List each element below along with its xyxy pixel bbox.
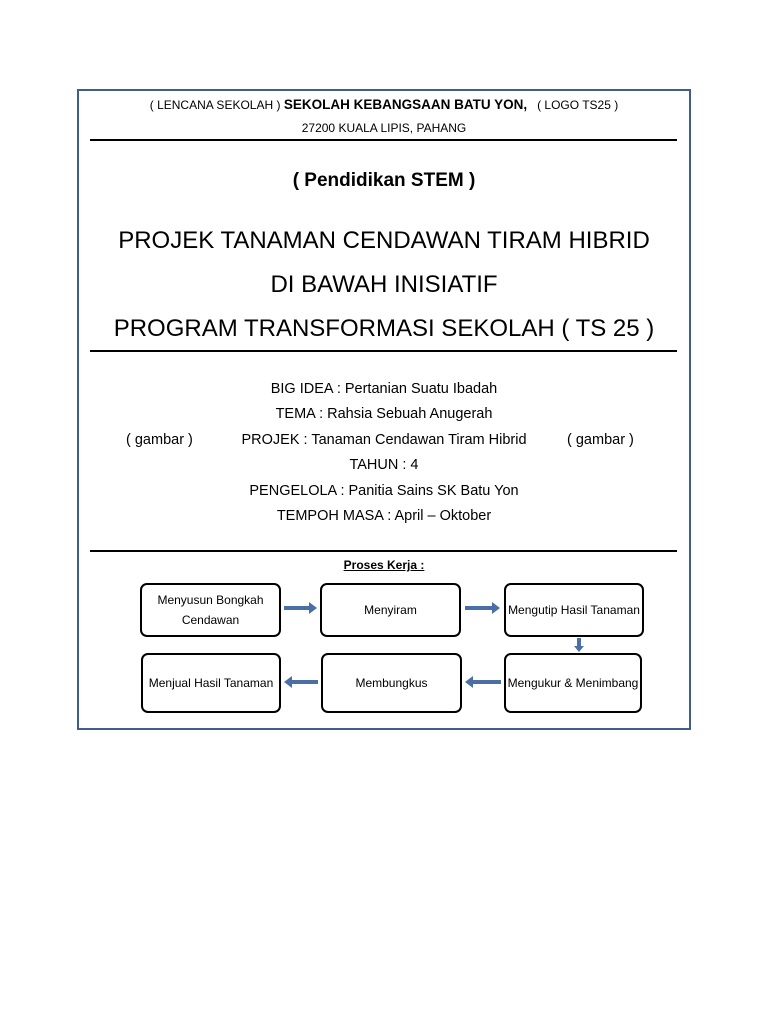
arrow-shaft-4 bbox=[291, 680, 318, 684]
logo-placeholder: ( LOGO TS25 ) bbox=[537, 98, 619, 112]
divider-top bbox=[90, 139, 677, 141]
projek: PROJEK : Tanaman Cendawan Tiram Hibrid bbox=[241, 432, 527, 448]
school-badge-placeholder: ( LENCANA SEKOLAH ) bbox=[149, 98, 281, 112]
image-placeholder-left: ( gambar ) bbox=[126, 432, 193, 448]
school-name: SEKOLAH KEBANGSAAN BATU YON, bbox=[283, 97, 528, 112]
arrow-right-icon bbox=[309, 602, 317, 614]
tahun: TAHUN : 4 bbox=[349, 457, 419, 473]
step-label: Membungkus bbox=[355, 676, 428, 690]
step-membungkus bbox=[321, 653, 462, 713]
step-menjual-hasil bbox=[141, 653, 281, 713]
arrow-shaft-3 bbox=[472, 680, 501, 684]
process-heading: Proses Kerja : bbox=[343, 558, 425, 572]
step-label: Menyusun Bongkah Cendawan bbox=[157, 593, 264, 627]
big-idea: BIG IDEA : Pertanian Suatu Ibadah bbox=[270, 381, 498, 397]
school-header bbox=[77, 97, 691, 112]
pengelola: PENGELOLA : Panitia Sains SK Batu Yon bbox=[249, 483, 519, 499]
step-mengukur-menimbang bbox=[504, 653, 642, 713]
tema: TEMA : Rahsia Sebuah Anugerah bbox=[275, 406, 493, 422]
project-title-line-1: PROJEK TANAMAN CENDAWAN TIRAM HIBRID bbox=[118, 227, 650, 254]
arrow-shaft-2 bbox=[465, 606, 493, 610]
divider-middle bbox=[90, 350, 677, 352]
step-label: Menjual Hasil Tanaman bbox=[148, 676, 274, 690]
step-label: Mengutip Hasil Tanaman bbox=[508, 603, 640, 617]
step-menyiram bbox=[320, 583, 461, 637]
arrow-shaft-1 bbox=[284, 606, 310, 610]
project-title-line-2: DI BAWAH INISIATIF bbox=[270, 271, 498, 298]
step-label: Menyiram bbox=[364, 603, 417, 617]
arrow-down-icon bbox=[574, 646, 584, 652]
image-placeholder-right: ( gambar ) bbox=[567, 432, 634, 448]
school-address: 27200 KUALA LIPIS, PAHANG bbox=[301, 121, 467, 135]
tempoh-masa: TEMPOH MASA : April – Oktober bbox=[276, 508, 492, 524]
step-label: Mengukur & Menimbang bbox=[507, 676, 639, 690]
step-menyusun-bongkah bbox=[140, 583, 281, 637]
project-title-line-3: PROGRAM TRANSFORMASI SEKOLAH ( TS 25 ) bbox=[113, 315, 655, 342]
step-mengutip-hasil bbox=[504, 583, 644, 637]
arrow-right-icon bbox=[492, 602, 500, 614]
subject-title: ( Pendidikan STEM ) bbox=[292, 170, 476, 191]
divider-bottom bbox=[90, 550, 677, 552]
